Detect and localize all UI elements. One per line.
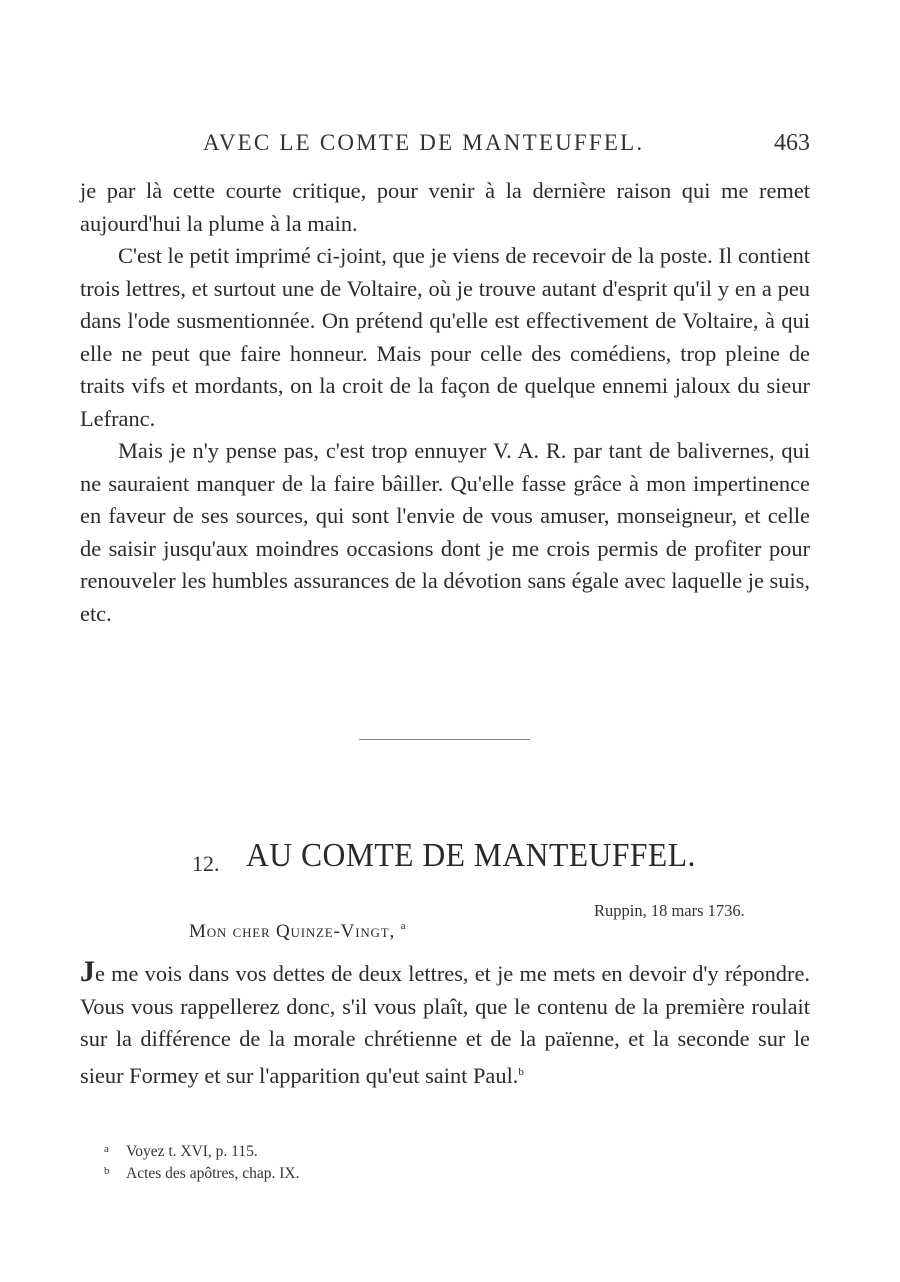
letter-body-text: e me vois dans vos dettes de deux lettres, et je me mets en devoir d'y répondre. Vous vous rappellerez donc, s'il vous plaît, que le contenu de la première roulait sur la différence de la morale chrétienne et de la païenne, et la seconde sur le sieur Formey et sur l'apparition qu'eut saint Paul. — [80, 961, 810, 1088]
letter-title: AU COMTE DE MANTEUFFEL. — [246, 837, 696, 874]
footnote — [104, 1163, 299, 1185]
footnote-text: Voyez t. XVI, p. 115. — [126, 1143, 258, 1160]
footnote-ref-a: a — [400, 920, 407, 932]
footnote-ref-b: b — [518, 1065, 524, 1078]
page-number: 463 — [774, 130, 810, 156]
drop-cap: J — [80, 955, 95, 988]
paragraph — [80, 955, 810, 1092]
dateline: Ruppin, 18 mars 1736. — [594, 901, 745, 920]
footnote-mark: b — [104, 1165, 110, 1177]
salutation-text: Mon cher Quinze-Vingt, — [189, 921, 395, 942]
running-title: AVEC LE COMTE DE MANTEUFFEL. — [203, 130, 645, 155]
paragraph: C'est le petit imprimé ci-joint, que je viens de recevoir de la poste. Il contient trois lettres, et surtout une de Voltaire, où je trouve autant d'esprit qu'il y en a peu dans l'ode susmentionnée. On prétend qu'elle est effectivement de Voltaire, à qui elle ne peut que faire honneur. Mais pour celle des comédiens, trop pleine de traits vifs et mordants, on la croit de la façon de quelque ennemi jaloux du sieur Lefranc. — [80, 243, 810, 431]
footnote — [104, 1141, 299, 1163]
paragraph: je par là cette courte critique, pour venir à la dernière raison qui me remet aujourd'hui la plume à la main. — [80, 178, 810, 236]
section-divider — [359, 739, 530, 740]
footnotes — [104, 1141, 299, 1185]
letter-number: 12. — [192, 851, 220, 876]
previous-letter-text — [80, 175, 810, 630]
running-head — [0, 128, 900, 160]
salutation — [189, 920, 406, 943]
letter-body — [80, 955, 810, 1092]
footnote-mark: a — [104, 1143, 109, 1155]
footnote-text: Actes des apôtres, chap. IX. — [126, 1165, 300, 1182]
paragraph: Mais je n'y pense pas, c'est trop ennuyer V. A. R. par tant de balivernes, qui ne sauraient manquer de la faire bâiller. Qu'elle fasse grâce à mon impertinence en faveur de ses sources, qui sont l'envie de vous amuser, monseigneur, et celle de saisir jusqu'aux moindres occasions dont je me crois permis de profiter pour renouveler les humbles assurances de la dévotion sans égale avec laquelle je suis, etc. — [80, 438, 810, 626]
